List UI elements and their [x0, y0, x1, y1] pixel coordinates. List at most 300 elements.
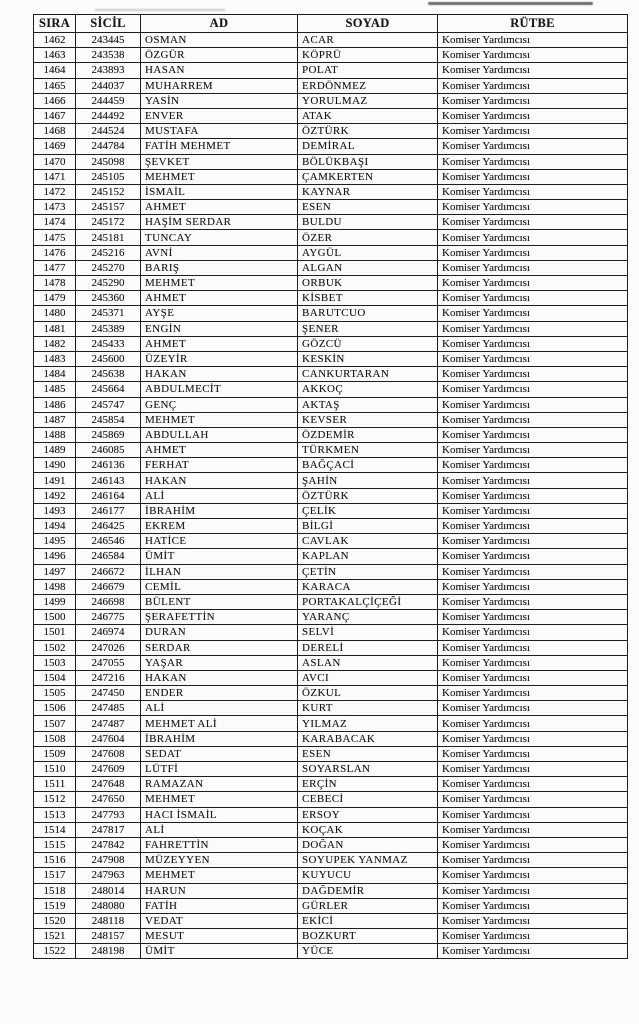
table-row	[34, 215, 628, 230]
cell-sicil: 245371	[76, 306, 141, 321]
column-header-sicil: SİCİL	[76, 15, 141, 33]
cell-sicil: 245172	[76, 215, 141, 230]
cell-ad: FERHAT	[141, 458, 298, 473]
table-row	[34, 200, 628, 215]
header-row	[34, 15, 628, 33]
cell-sira: 1522	[34, 944, 76, 959]
cell-rutbe: Komiser Yardımcısı	[438, 792, 628, 807]
cell-rutbe: Komiser Yardımcısı	[438, 868, 628, 883]
cell-ad: MEHMET	[141, 276, 298, 291]
cell-sicil: 245854	[76, 412, 141, 427]
cell-sicil: 247485	[76, 701, 141, 716]
table-row	[34, 443, 628, 458]
cell-ad: YAŞAR	[141, 655, 298, 670]
table-row	[34, 367, 628, 382]
cell-soyad: ERDÖNMEZ	[298, 78, 438, 93]
cell-sira: 1505	[34, 686, 76, 701]
cell-rutbe: Komiser Yardımcısı	[438, 822, 628, 837]
cell-soyad: ERÇİN	[298, 777, 438, 792]
table-row	[34, 382, 628, 397]
cell-rutbe: Komiser Yardımcısı	[438, 701, 628, 716]
table-row	[34, 93, 628, 108]
cell-rutbe: Komiser Yardımcısı	[438, 443, 628, 458]
cell-ad: HAŞİM SERDAR	[141, 215, 298, 230]
cell-sira: 1512	[34, 792, 76, 807]
cell-ad: DURAN	[141, 625, 298, 640]
cell-sira: 1481	[34, 321, 76, 336]
cell-rutbe: Komiser Yardımcısı	[438, 48, 628, 63]
table-row	[34, 579, 628, 594]
cell-sira: 1506	[34, 701, 76, 716]
cell-rutbe: Komiser Yardımcısı	[438, 929, 628, 944]
cell-rutbe: Komiser Yardımcısı	[438, 488, 628, 503]
cell-sicil: 247650	[76, 792, 141, 807]
table-row	[34, 488, 628, 503]
cell-sicil: 246672	[76, 564, 141, 579]
cell-soyad: KAPLAN	[298, 549, 438, 564]
table-row	[34, 701, 628, 716]
cell-sicil: 246136	[76, 458, 141, 473]
table-row	[34, 184, 628, 199]
table-row	[34, 898, 628, 913]
table-row	[34, 63, 628, 78]
cell-ad: MEHMET	[141, 412, 298, 427]
cell-rutbe: Komiser Yardımcısı	[438, 230, 628, 245]
cell-soyad: EKİCİ	[298, 913, 438, 928]
cell-rutbe: Komiser Yardımcısı	[438, 200, 628, 215]
table-row	[34, 306, 628, 321]
cell-sira: 1494	[34, 519, 76, 534]
cell-soyad: AYGÜL	[298, 245, 438, 260]
cell-sira: 1463	[34, 48, 76, 63]
cell-ad: OSMAN	[141, 33, 298, 48]
table-row	[34, 792, 628, 807]
cell-ad: SERDAR	[141, 640, 298, 655]
cell-sira: 1467	[34, 108, 76, 123]
cell-rutbe: Komiser Yardımcısı	[438, 549, 628, 564]
cell-sicil: 247604	[76, 731, 141, 746]
cell-sicil: 245433	[76, 336, 141, 351]
scan-artifact-smudge	[95, 9, 225, 11]
cell-sira: 1517	[34, 868, 76, 883]
table-row	[34, 458, 628, 473]
cell-sira: 1521	[34, 929, 76, 944]
cell-sira: 1508	[34, 731, 76, 746]
cell-rutbe: Komiser Yardımcısı	[438, 913, 628, 928]
cell-sicil: 247055	[76, 655, 141, 670]
cell-soyad: AKTAŞ	[298, 397, 438, 412]
cell-sicil: 247216	[76, 670, 141, 685]
cell-rutbe: Komiser Yardımcısı	[438, 321, 628, 336]
cell-ad: ŞEVKET	[141, 154, 298, 169]
column-header-rutbe: RÜTBE	[438, 15, 628, 33]
cell-ad: MEHMET	[141, 169, 298, 184]
table-row	[34, 397, 628, 412]
cell-soyad: DERELİ	[298, 640, 438, 655]
cell-ad: HACI İSMAİL	[141, 807, 298, 822]
table-row	[34, 944, 628, 959]
cell-rutbe: Komiser Yardımcısı	[438, 184, 628, 199]
cell-ad: AHMET	[141, 200, 298, 215]
table-row	[34, 610, 628, 625]
column-header-ad: AD	[141, 15, 298, 33]
cell-rutbe: Komiser Yardımcısı	[438, 564, 628, 579]
cell-rutbe: Komiser Yardımcısı	[438, 63, 628, 78]
table-row	[34, 731, 628, 746]
cell-ad: BÜLENT	[141, 594, 298, 609]
cell-ad: MÜZEYYEN	[141, 853, 298, 868]
cell-ad: MUSTAFA	[141, 124, 298, 139]
table-row	[34, 534, 628, 549]
cell-sira: 1501	[34, 625, 76, 640]
cell-soyad: AVCI	[298, 670, 438, 685]
cell-sicil: 244524	[76, 124, 141, 139]
cell-rutbe: Komiser Yardımcısı	[438, 837, 628, 852]
cell-soyad: DOĞAN	[298, 837, 438, 852]
cell-sicil: 245747	[76, 397, 141, 412]
cell-soyad: KOÇAK	[298, 822, 438, 837]
table-row	[34, 913, 628, 928]
cell-rutbe: Komiser Yardımcısı	[438, 169, 628, 184]
cell-sicil: 246177	[76, 503, 141, 518]
cell-ad: MUHARREM	[141, 78, 298, 93]
cell-rutbe: Komiser Yardımcısı	[438, 610, 628, 625]
table-row	[34, 762, 628, 777]
scan-artifact-line	[428, 2, 593, 5]
cell-soyad: KÖPRÜ	[298, 48, 438, 63]
cell-rutbe: Komiser Yardımcısı	[438, 78, 628, 93]
cell-ad: TUNCAY	[141, 230, 298, 245]
cell-sira: 1492	[34, 488, 76, 503]
cell-soyad: ÖZDEMİR	[298, 427, 438, 442]
cell-ad: FATİH MEHMET	[141, 139, 298, 154]
cell-soyad: KAYNAR	[298, 184, 438, 199]
cell-rutbe: Komiser Yardımcısı	[438, 686, 628, 701]
cell-soyad: AKKOÇ	[298, 382, 438, 397]
cell-sicil: 247963	[76, 868, 141, 883]
cell-ad: MEHMET ALİ	[141, 716, 298, 731]
cell-sira: 1503	[34, 655, 76, 670]
cell-sicil: 246584	[76, 549, 141, 564]
cell-soyad: TÜRKMEN	[298, 443, 438, 458]
cell-ad: ENGİN	[141, 321, 298, 336]
cell-ad: YASİN	[141, 93, 298, 108]
cell-sicil: 245664	[76, 382, 141, 397]
cell-rutbe: Komiser Yardımcısı	[438, 93, 628, 108]
cell-sicil: 247648	[76, 777, 141, 792]
cell-sicil: 246546	[76, 534, 141, 549]
cell-rutbe: Komiser Yardımcısı	[438, 427, 628, 442]
cell-ad: HAKAN	[141, 670, 298, 685]
cell-sira: 1479	[34, 291, 76, 306]
table-row	[34, 686, 628, 701]
cell-sicil: 245181	[76, 230, 141, 245]
table-row	[34, 336, 628, 351]
cell-ad: AYŞE	[141, 306, 298, 321]
personnel-roster-table	[33, 14, 628, 959]
cell-sicil: 245157	[76, 200, 141, 215]
cell-soyad: ÖZKUL	[298, 686, 438, 701]
cell-rutbe: Komiser Yardımcısı	[438, 139, 628, 154]
cell-sira: 1469	[34, 139, 76, 154]
cell-soyad: SELVİ	[298, 625, 438, 640]
cell-sicil: 243538	[76, 48, 141, 63]
cell-sicil: 244037	[76, 78, 141, 93]
table-row	[34, 291, 628, 306]
cell-soyad: ŞENER	[298, 321, 438, 336]
cell-sicil: 245270	[76, 260, 141, 275]
cell-soyad: KİSBET	[298, 291, 438, 306]
cell-rutbe: Komiser Yardımcısı	[438, 625, 628, 640]
cell-sira: 1511	[34, 777, 76, 792]
cell-ad: BARIŞ	[141, 260, 298, 275]
cell-sira: 1499	[34, 594, 76, 609]
cell-rutbe: Komiser Yardımcısı	[438, 382, 628, 397]
cell-ad: RAMAZAN	[141, 777, 298, 792]
cell-sira: 1485	[34, 382, 76, 397]
cell-rutbe: Komiser Yardımcısı	[438, 807, 628, 822]
cell-sira: 1484	[34, 367, 76, 382]
cell-sicil: 246775	[76, 610, 141, 625]
table-row	[34, 48, 628, 63]
cell-sira: 1507	[34, 716, 76, 731]
cell-sicil: 248118	[76, 913, 141, 928]
cell-sira: 1471	[34, 169, 76, 184]
table-row	[34, 777, 628, 792]
cell-sira: 1478	[34, 276, 76, 291]
cell-ad: EKREM	[141, 519, 298, 534]
table-row	[34, 655, 628, 670]
cell-soyad: YILMAZ	[298, 716, 438, 731]
table-row	[34, 260, 628, 275]
cell-rutbe: Komiser Yardımcısı	[438, 746, 628, 761]
cell-soyad: CAVLAK	[298, 534, 438, 549]
cell-sira: 1500	[34, 610, 76, 625]
cell-soyad: ŞAHİN	[298, 473, 438, 488]
cell-ad: CEMİL	[141, 579, 298, 594]
cell-soyad: ÇETİN	[298, 564, 438, 579]
cell-sira: 1487	[34, 412, 76, 427]
table-row	[34, 412, 628, 427]
cell-ad: AHMET	[141, 291, 298, 306]
cell-sira: 1496	[34, 549, 76, 564]
cell-sicil: 245105	[76, 169, 141, 184]
cell-ad: MEHMET	[141, 868, 298, 883]
cell-ad: İBRAHİM	[141, 503, 298, 518]
cell-rutbe: Komiser Yardımcısı	[438, 367, 628, 382]
cell-sicil: 244784	[76, 139, 141, 154]
cell-sira: 1473	[34, 200, 76, 215]
cell-rutbe: Komiser Yardımcısı	[438, 154, 628, 169]
cell-ad: AHMET	[141, 443, 298, 458]
cell-soyad: KEVSER	[298, 412, 438, 427]
table-row	[34, 427, 628, 442]
cell-ad: ENVER	[141, 108, 298, 123]
cell-rutbe: Komiser Yardımcısı	[438, 215, 628, 230]
cell-sicil: 244459	[76, 93, 141, 108]
cell-soyad: ÇELİK	[298, 503, 438, 518]
cell-sira: 1472	[34, 184, 76, 199]
table-row	[34, 594, 628, 609]
cell-sicil: 245216	[76, 245, 141, 260]
cell-soyad: ESEN	[298, 746, 438, 761]
cell-ad: ABDULMECİT	[141, 382, 298, 397]
cell-ad: VEDAT	[141, 913, 298, 928]
table-row	[34, 154, 628, 169]
cell-soyad: SOYUPEK YANMAZ	[298, 853, 438, 868]
cell-soyad: ATAK	[298, 108, 438, 123]
cell-sira: 1476	[34, 245, 76, 260]
cell-soyad: ÖZTÜRK	[298, 488, 438, 503]
cell-sicil: 245389	[76, 321, 141, 336]
cell-ad: AVNİ	[141, 245, 298, 260]
cell-sicil: 247908	[76, 853, 141, 868]
cell-rutbe: Komiser Yardımcısı	[438, 579, 628, 594]
cell-rutbe: Komiser Yardımcısı	[438, 124, 628, 139]
cell-rutbe: Komiser Yardımcısı	[438, 291, 628, 306]
cell-sira: 1462	[34, 33, 76, 48]
cell-rutbe: Komiser Yardımcısı	[438, 458, 628, 473]
table-row	[34, 868, 628, 883]
cell-sira: 1474	[34, 215, 76, 230]
cell-ad: HARUN	[141, 883, 298, 898]
table-row	[34, 670, 628, 685]
cell-ad: ENDER	[141, 686, 298, 701]
table-row	[34, 883, 628, 898]
cell-sicil: 244492	[76, 108, 141, 123]
cell-ad: SEDAT	[141, 746, 298, 761]
cell-sicil: 248080	[76, 898, 141, 913]
cell-sicil: 246143	[76, 473, 141, 488]
table-row	[34, 640, 628, 655]
cell-sicil: 245869	[76, 427, 141, 442]
table-row	[34, 853, 628, 868]
cell-rutbe: Komiser Yardımcısı	[438, 853, 628, 868]
table-row	[34, 276, 628, 291]
table-row	[34, 139, 628, 154]
cell-sira: 1468	[34, 124, 76, 139]
cell-sicil: 247842	[76, 837, 141, 852]
cell-rutbe: Komiser Yardımcısı	[438, 944, 628, 959]
table-row	[34, 33, 628, 48]
table-header	[34, 15, 628, 33]
cell-soyad: BAĞÇACİ	[298, 458, 438, 473]
cell-soyad: YARANÇ	[298, 610, 438, 625]
cell-rutbe: Komiser Yardımcısı	[438, 640, 628, 655]
cell-ad: MEHMET	[141, 792, 298, 807]
cell-sicil: 248157	[76, 929, 141, 944]
cell-ad: ÖZGÜR	[141, 48, 298, 63]
cell-soyad: BULDU	[298, 215, 438, 230]
cell-ad: FAHRETTİN	[141, 837, 298, 852]
cell-rutbe: Komiser Yardımcısı	[438, 260, 628, 275]
cell-soyad: CANKURTARAN	[298, 367, 438, 382]
cell-ad: İSMAİL	[141, 184, 298, 199]
cell-sira: 1482	[34, 336, 76, 351]
cell-soyad: ESEN	[298, 200, 438, 215]
cell-sira: 1504	[34, 670, 76, 685]
cell-soyad: BİLGİ	[298, 519, 438, 534]
column-header-soyad: SOYAD	[298, 15, 438, 33]
cell-rutbe: Komiser Yardımcısı	[438, 670, 628, 685]
table-row	[34, 351, 628, 366]
cell-sira: 1513	[34, 807, 76, 822]
cell-ad: HASAN	[141, 63, 298, 78]
cell-rutbe: Komiser Yardımcısı	[438, 503, 628, 518]
cell-sicil: 245600	[76, 351, 141, 366]
cell-rutbe: Komiser Yardımcısı	[438, 655, 628, 670]
cell-ad: GENÇ	[141, 397, 298, 412]
cell-rutbe: Komiser Yardımcısı	[438, 336, 628, 351]
table-row	[34, 822, 628, 837]
table-row	[34, 230, 628, 245]
cell-sicil: 247793	[76, 807, 141, 822]
cell-rutbe: Komiser Yardımcısı	[438, 534, 628, 549]
cell-soyad: GÜRLER	[298, 898, 438, 913]
table-row	[34, 929, 628, 944]
cell-sira: 1483	[34, 351, 76, 366]
table-row	[34, 169, 628, 184]
cell-soyad: ÖZER	[298, 230, 438, 245]
cell-sira: 1489	[34, 443, 76, 458]
cell-rutbe: Komiser Yardımcısı	[438, 594, 628, 609]
cell-sira: 1486	[34, 397, 76, 412]
cell-sicil: 245152	[76, 184, 141, 199]
table-row	[34, 746, 628, 761]
table-body	[34, 33, 628, 959]
cell-soyad: YÜCE	[298, 944, 438, 959]
cell-rutbe: Komiser Yardımcısı	[438, 306, 628, 321]
cell-soyad: DAĞDEMİR	[298, 883, 438, 898]
cell-sicil: 247487	[76, 716, 141, 731]
cell-rutbe: Komiser Yardımcısı	[438, 108, 628, 123]
cell-sira: 1519	[34, 898, 76, 913]
cell-sicil: 247608	[76, 746, 141, 761]
cell-soyad: BOZKURT	[298, 929, 438, 944]
cell-ad: ABDULLAH	[141, 427, 298, 442]
cell-sira: 1509	[34, 746, 76, 761]
cell-sira: 1470	[34, 154, 76, 169]
cell-sira: 1495	[34, 534, 76, 549]
table-row	[34, 473, 628, 488]
cell-soyad: ERSOY	[298, 807, 438, 822]
cell-soyad: ORBUK	[298, 276, 438, 291]
cell-soyad: POLAT	[298, 63, 438, 78]
cell-ad: HAKAN	[141, 473, 298, 488]
cell-sicil: 247817	[76, 822, 141, 837]
cell-sicil: 246974	[76, 625, 141, 640]
cell-sira: 1475	[34, 230, 76, 245]
cell-sira: 1493	[34, 503, 76, 518]
cell-rutbe: Komiser Yardımcısı	[438, 762, 628, 777]
cell-ad: ÜZEYİR	[141, 351, 298, 366]
cell-ad: ÜMİT	[141, 944, 298, 959]
table-row	[34, 625, 628, 640]
table-row	[34, 564, 628, 579]
cell-sira: 1516	[34, 853, 76, 868]
table-row	[34, 108, 628, 123]
table-row	[34, 807, 628, 822]
cell-sira: 1490	[34, 458, 76, 473]
cell-ad: MESUT	[141, 929, 298, 944]
cell-sicil: 248014	[76, 883, 141, 898]
cell-soyad: CEBECİ	[298, 792, 438, 807]
cell-sicil: 246085	[76, 443, 141, 458]
cell-sira: 1518	[34, 883, 76, 898]
cell-soyad: KESKİN	[298, 351, 438, 366]
table-row	[34, 549, 628, 564]
cell-rutbe: Komiser Yardımcısı	[438, 33, 628, 48]
